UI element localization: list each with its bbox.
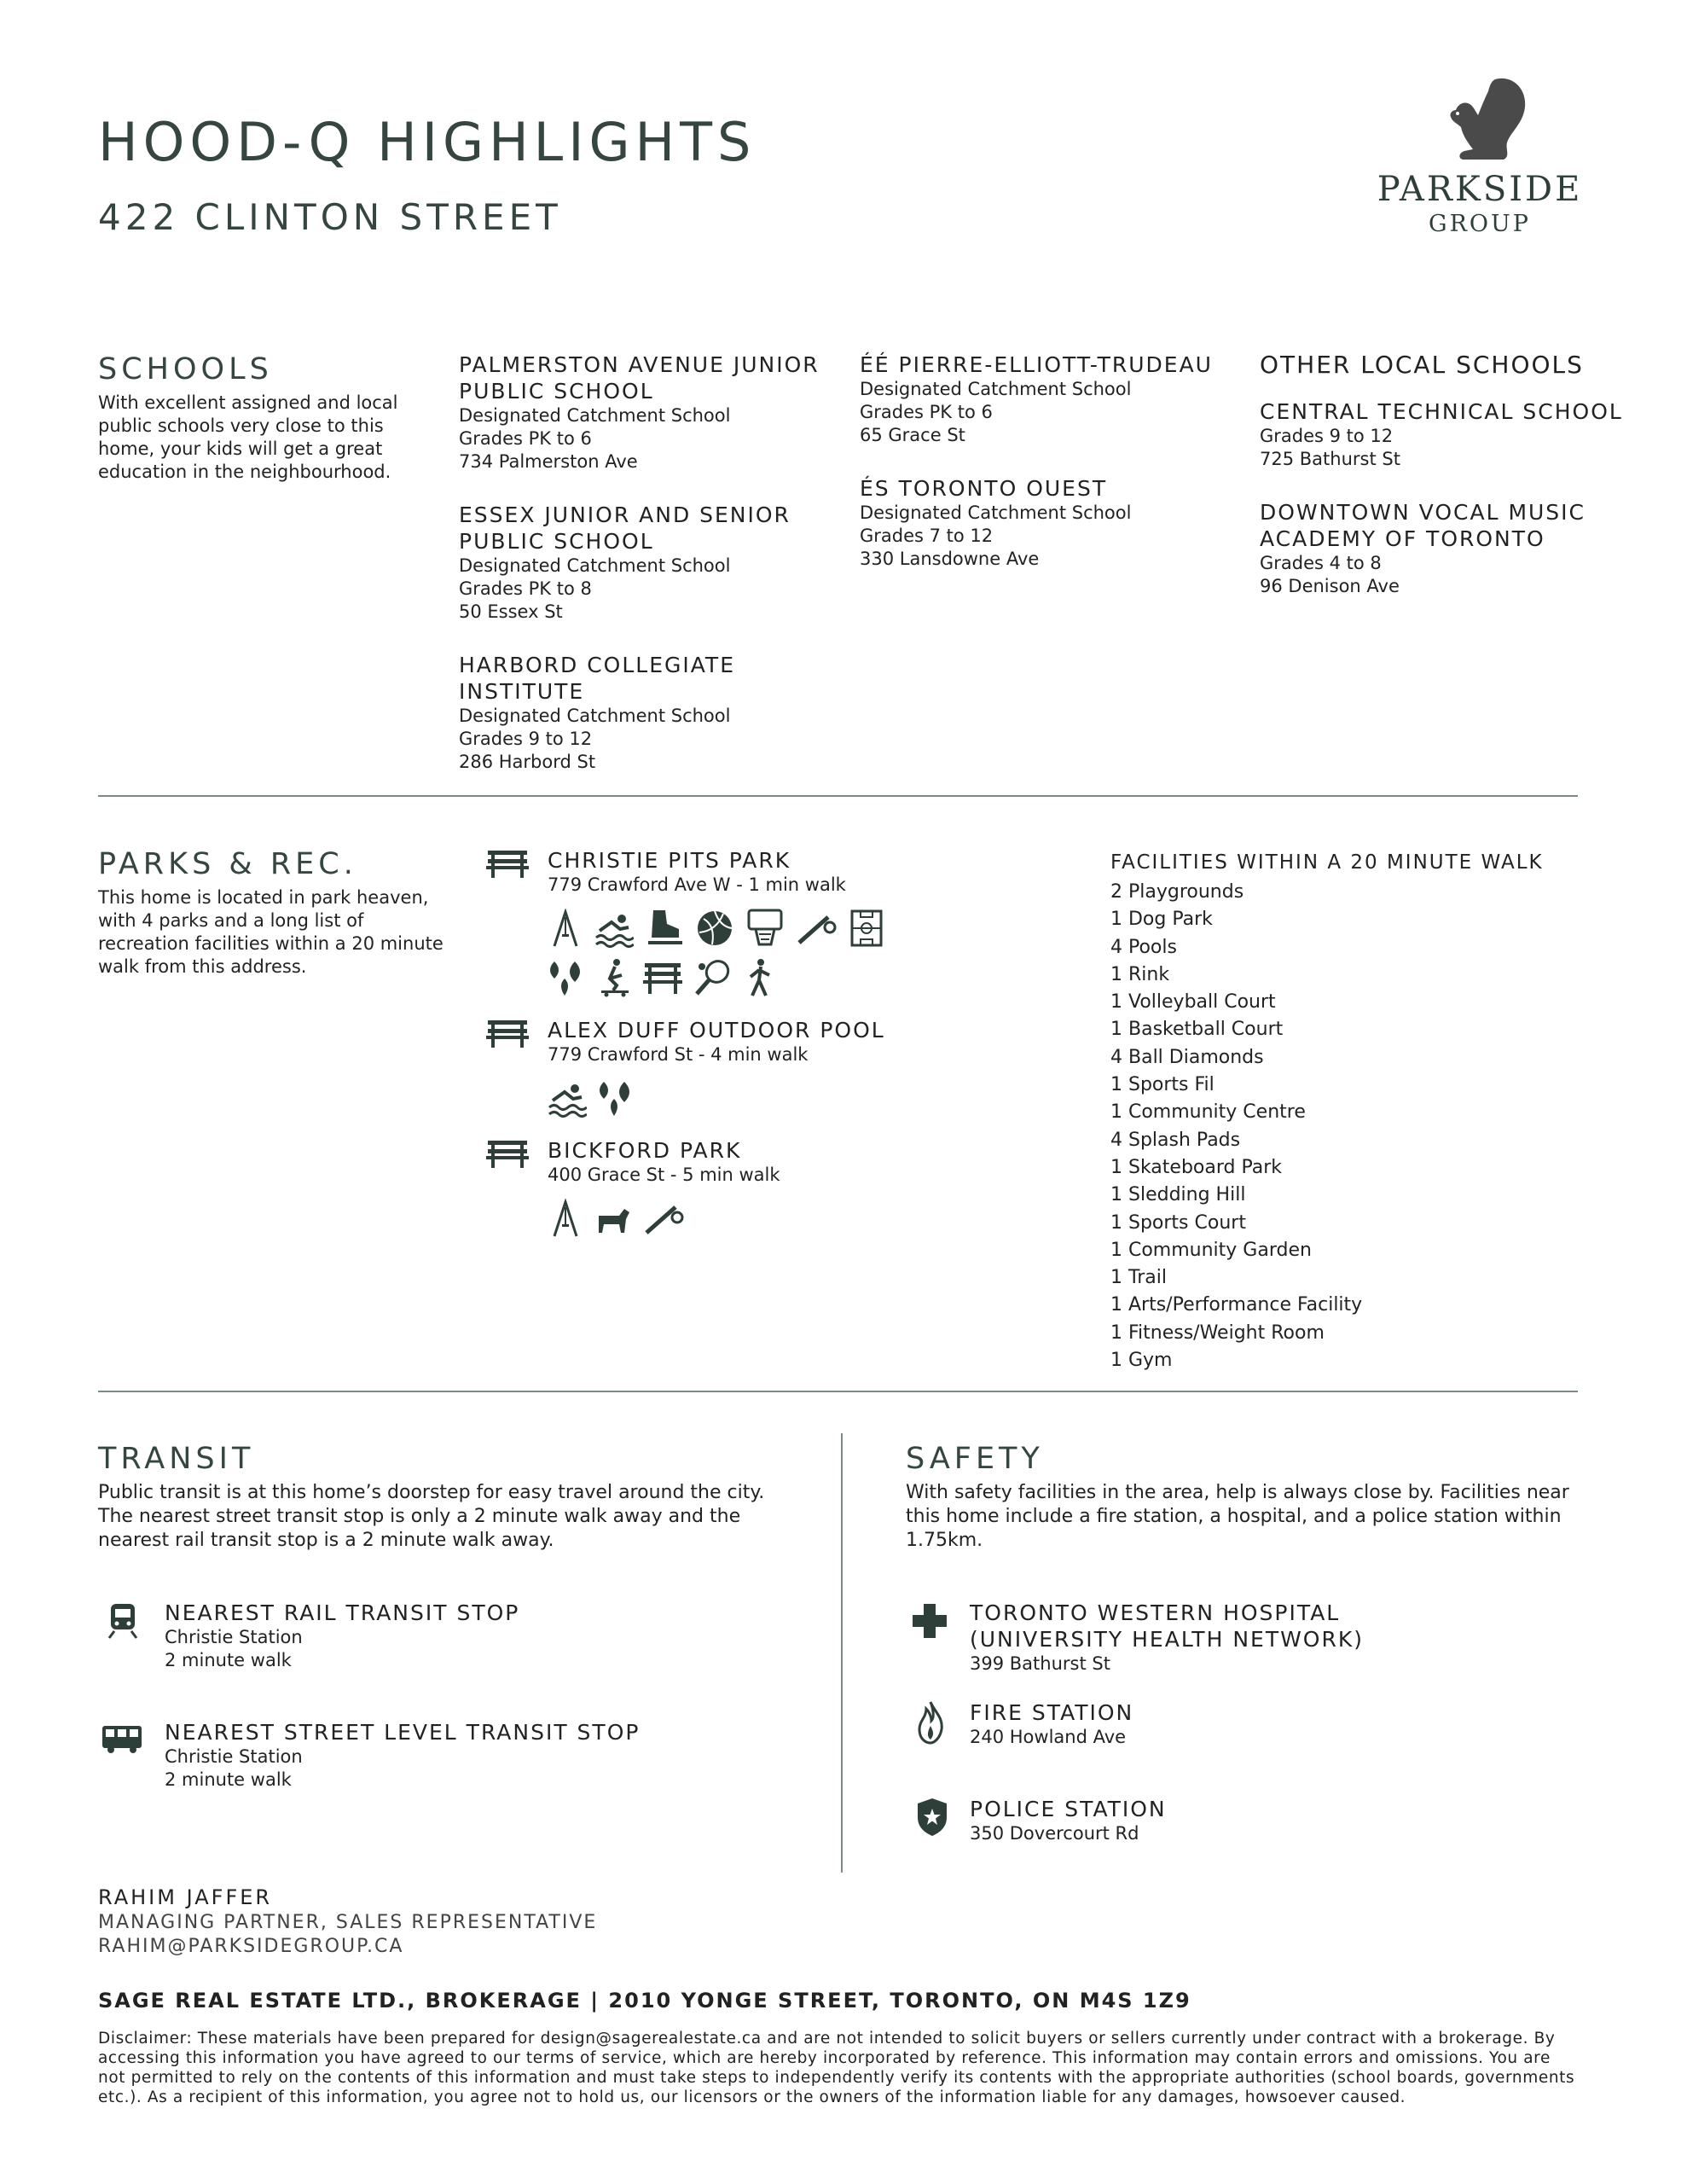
park-name: BICKFORD PARK: [548, 1138, 742, 1163]
school-address: 734 Palmerston Ave: [459, 451, 638, 472]
safety-heading: SAFETY: [906, 1442, 1044, 1476]
splash-pad-icon: [597, 1078, 636, 1118]
school-name: DOWNTOWN VOCAL MUSIC ACADEMY OF TORONTO: [1260, 500, 1586, 551]
school-address: 286 Harbord St: [459, 752, 596, 772]
school-item: [860, 351, 1261, 447]
facility-item: 1 Rink: [1110, 963, 1170, 985]
rail-walk: 2 minute walk: [165, 1650, 292, 1670]
facility-item: 1 Skateboard Park: [1110, 1156, 1283, 1178]
hospital-title: TORONTO WESTERN HOSPITAL (UNIVERSITY HEALTH NETWORK): [970, 1600, 1365, 1652]
park-facility-icons: [548, 1078, 1059, 1118]
parks-intro: This home is located in park heaven, with 4 parks and a long list of recreation facilities within a 20 minute walk from this address.: [98, 887, 443, 977]
basketball-icon: [745, 909, 785, 948]
park-detail: 779 Crawford Ave W - 1 min walk: [548, 874, 846, 895]
bench-icon: [643, 958, 682, 997]
police-station-address: 350 Dovercourt Rd: [970, 1823, 1139, 1844]
facilities-list: [1110, 851, 1588, 1374]
fire-icon: [916, 1700, 945, 1745]
school-type: Designated Catchment School: [459, 405, 731, 426]
schools-column-3: [1260, 351, 1661, 626]
section-divider: [98, 795, 1578, 797]
skateboard-icon: [598, 958, 632, 997]
rail-transit-stop: [165, 1600, 519, 1672]
facility-item: 4 Splash Pads: [1110, 1129, 1241, 1151]
safety-intro: With safety facilities in the area, help is always close by. Facilities near this home include a fire station, a hospital, and a police station within 1.75km.: [906, 1482, 1569, 1551]
school-grades: Grades PK to 6: [459, 428, 592, 449]
facility-item: 1 Dog Park: [1110, 909, 1213, 931]
property-address: 422 CLINTON STREET: [98, 196, 562, 238]
agent-role: MANAGING PARTNER, SALES REPRESENTATIVE: [98, 1912, 598, 1933]
brokerage-line: SAGE REAL ESTATE LTD., BROKERAGE | 2010 YONGE STREET, TORONTO, ON M4S 1Z9: [98, 1989, 1191, 2013]
ball-diamond-icon: [643, 1199, 686, 1238]
park-facility-icons: [548, 1199, 1059, 1238]
school-type: Designated Catchment School: [459, 706, 731, 726]
bench-icon: [486, 849, 529, 880]
schools-heading: SCHOOLS: [98, 352, 273, 386]
parks-heading: PARKS & REC.: [98, 847, 357, 881]
facility-item: 4 Pools: [1110, 936, 1177, 958]
park-detail: 779 Crawford St - 4 min walk: [548, 1044, 809, 1065]
police-station-title: POLICE STATION: [970, 1797, 1167, 1821]
disclaimer-text: Disclaimer: These materials have been prepared for design@sagerealestate.ca and are not intended to solicit buyers or sellers currently under contract with a brokerage. By accessing this information you have agreed to our terms of service, which are hereby incorporated by reference. This information may contain errors and omissions. You are not permitted to rely on the contents of this information and must take steps to independently verify its contents with the appropriate authorities (school boards, governments etc.). As a recipient of this information, you agree not to hold us, our licensors or the owners of the information liable for any damages, howsoever caused.: [98, 2030, 1575, 2106]
facility-item: 1 Fitness/Weight Room: [1110, 1321, 1325, 1344]
other-schools-heading: OTHER LOCAL SCHOOLS: [1260, 351, 1584, 379]
hospital-address: 399 Bathurst St: [970, 1653, 1110, 1674]
facility-item: 1 Community Garden: [1110, 1239, 1312, 1261]
page-title: HOOD-Q HIGHLIGHTS: [98, 111, 757, 173]
street-walk: 2 minute walk: [165, 1769, 292, 1790]
school-address: 50 Essex St: [459, 601, 563, 622]
school-name: ÉÉ PIERRE-ELLIOTT-TRUDEAU: [860, 352, 1213, 377]
volleyball-icon: [695, 909, 734, 948]
facility-item: 1 Gym: [1110, 1350, 1173, 1372]
splash-pad-icon: [548, 958, 587, 997]
logo-group: GROUP: [1429, 211, 1531, 237]
rail-station: Christie Station: [165, 1627, 303, 1647]
school-grades: Grades PK to 8: [459, 578, 592, 599]
pool-icon: [548, 1078, 587, 1118]
column-divider: [841, 1433, 843, 1873]
park-facility-icons: [548, 909, 906, 997]
playground-icon: [548, 1199, 583, 1238]
fire-station-address: 240 Howland Ave: [970, 1727, 1127, 1747]
fire-station-item: [970, 1699, 1133, 1749]
school-grades: Grades 9 to 12: [459, 729, 593, 749]
agent-contact: [98, 1911, 597, 1959]
rink-icon: [645, 909, 684, 948]
park-name: ALEX DUFF OUTDOOR POOL: [548, 1018, 885, 1043]
school-item: [459, 652, 851, 774]
school-item: [1260, 398, 1661, 471]
logo-name: PARKSIDE: [1377, 170, 1583, 209]
school-name: PALMERSTON AVENUE JUNIOR PUBLIC SCHOOL: [459, 352, 820, 404]
bench-icon: [486, 1139, 529, 1170]
section-divider: [98, 1391, 1578, 1392]
dog-park-icon: [594, 1199, 633, 1238]
park-detail: 400 Grace St - 5 min walk: [548, 1165, 780, 1185]
schools-intro: With excellent assigned and local public schools very close to this home, your kids will get a great education in the neighbourhood.: [98, 392, 398, 482]
schools-column-2: [860, 351, 1261, 599]
facility-item: 1 Community Centre: [1110, 1101, 1306, 1124]
school-type: Designated Catchment School: [860, 502, 1132, 523]
fire-station-title: FIRE STATION: [970, 1700, 1134, 1725]
pool-icon: [594, 909, 634, 948]
agent-email[interactable]: RAHIM@PARKSIDEGROUP.CA: [98, 1936, 404, 1957]
school-address: 725 Bathurst St: [1260, 449, 1400, 469]
school-grades: Grades 4 to 8: [1260, 553, 1382, 573]
school-grades: Grades 9 to 12: [1260, 426, 1394, 446]
facility-item: 1 Trail: [1110, 1267, 1167, 1289]
school-name: ESSEX JUNIOR AND SENIOR PUBLIC SCHOOL: [459, 502, 791, 554]
facility-item: 1 Sledding Hill: [1110, 1184, 1246, 1206]
schools-column-1: [459, 351, 851, 802]
street-station: Christie Station: [165, 1746, 303, 1767]
transit-intro: Public transit is at this home’s doorstep for easy travel around the city. The nearest street transit stop is only a 2 minute walk away and the nearest rail transit stop is a 2 minute walk away.: [98, 1482, 765, 1551]
tennis-icon: [693, 958, 733, 997]
facility-item: 1 Volleyball Court: [1110, 991, 1276, 1014]
hospital-cross-icon: [911, 1602, 948, 1640]
police-shield-icon: [916, 1797, 948, 1838]
police-station-item: [970, 1796, 1167, 1845]
facility-item: 2 Playgrounds: [1110, 881, 1244, 903]
school-name: ÉS TORONTO OUEST: [860, 476, 1108, 501]
school-name: HARBORD COLLEGIATE INSTITUTE: [459, 653, 735, 704]
street-stop-title: NEAREST STREET LEVEL TRANSIT STOP: [165, 1720, 641, 1745]
school-grades: Grades 7 to 12: [860, 526, 994, 546]
playground-icon: [548, 909, 583, 948]
sports-field-icon: [849, 909, 884, 948]
school-address: 65 Grace St: [860, 425, 965, 445]
parkside-logo: [1365, 73, 1595, 237]
facility-item: 1 Basketball Court: [1110, 1019, 1284, 1041]
park-name: CHRISTIE PITS PARK: [548, 848, 791, 873]
hospital-item: [970, 1600, 1447, 1676]
school-item: [459, 351, 851, 473]
school-item: [1260, 499, 1661, 598]
school-type: Designated Catchment School: [459, 555, 731, 576]
facility-item: 4 Ball Diamonds: [1110, 1046, 1264, 1068]
squirrel-icon: [1429, 73, 1531, 166]
facility-item: 1 Sports Fil: [1110, 1074, 1215, 1096]
agent-name: RAHIM JAFFER: [98, 1885, 273, 1909]
school-address: 96 Denison Ave: [1260, 576, 1400, 596]
facility-item: 1 Sports Court: [1110, 1211, 1246, 1234]
street-transit-stop: [165, 1719, 640, 1792]
facility-item: 1 Arts/Performance Facility: [1110, 1294, 1363, 1316]
school-address: 330 Lansdowne Ave: [860, 549, 1040, 569]
train-icon: [104, 1602, 142, 1640]
school-item: [860, 475, 1261, 571]
fitness-icon: [744, 958, 778, 997]
facilities-heading: FACILITIES WITHIN A 20 MINUTE WALK: [1110, 851, 1544, 874]
school-item: [459, 502, 851, 624]
school-grades: Grades PK to 6: [860, 402, 993, 422]
ball-diamond-icon: [796, 909, 838, 948]
school-type: Designated Catchment School: [860, 379, 1132, 399]
bus-icon: [101, 1721, 143, 1758]
bench-icon: [486, 1019, 529, 1049]
school-name: CENTRAL TECHNICAL SCHOOL: [1260, 399, 1623, 424]
transit-heading: TRANSIT: [98, 1442, 255, 1476]
rail-stop-title: NEAREST RAIL TRANSIT STOP: [165, 1600, 520, 1625]
